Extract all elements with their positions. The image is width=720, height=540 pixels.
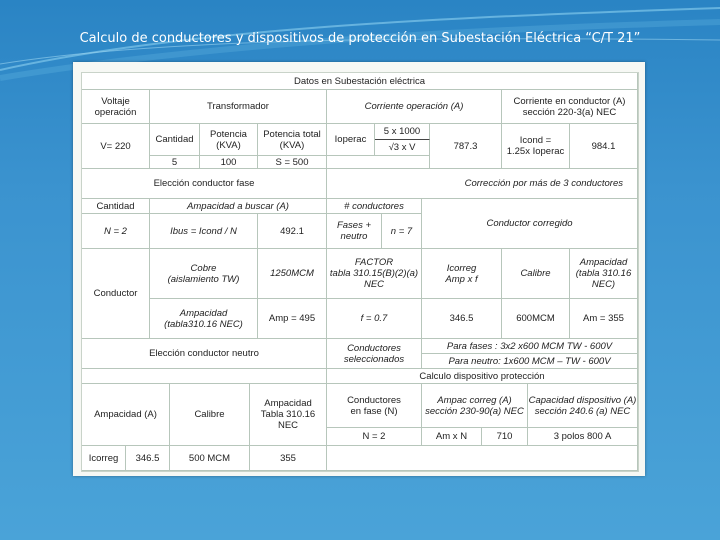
potencia-total-value: S = 500 <box>258 156 327 169</box>
eleccion-fase-label: Elección conductor fase <box>82 169 327 199</box>
formula-numerator: 5 x 1000 <box>375 124 430 140</box>
cobre-label: Cobre (aislamiento TW) <box>150 249 258 299</box>
voltaje-value: V= 220 <box>82 124 150 169</box>
voltaje-label: Voltaje operación <box>82 90 150 124</box>
ampacidad-tabla-label: Ampacidad (tabla 310.16 NEC) <box>570 249 638 299</box>
ampacidad-tabla-3: Ampacidad Tabla 310.16 NEC <box>250 384 327 446</box>
icond-value: 984.1 <box>570 124 638 169</box>
n7-value: n = 7 <box>382 214 422 249</box>
calibre-label-2: Calibre <box>170 384 250 446</box>
val-710: 710 <box>482 428 528 446</box>
f-value: f = 0.7 <box>327 299 422 339</box>
n2-value: N = 2 <box>327 428 422 446</box>
cantidad-label-2: Cantidad <box>82 199 150 214</box>
eleccion-neutro-label: Elección conductor neutro <box>82 339 327 369</box>
ampacidad-a-label: Ampacidad (A) <box>82 384 170 446</box>
corriente-operacion-label: Corriente operación (A) <box>327 90 502 124</box>
polos-value: 3 polos 800 A <box>528 428 638 446</box>
amp-495: Amp = 495 <box>258 299 327 339</box>
para-fases: Para fases : 3x2 x600 MCM TW - 600V <box>422 339 638 354</box>
ampacidad-tabla-2: Ampacidad (tabla310.16 NEC) <box>150 299 258 339</box>
ampacidad-buscar-label: Ampacidad a buscar (A) <box>150 199 327 214</box>
val-355: 355 <box>250 446 327 471</box>
ibus-formula: Ibus = Icond / N <box>150 214 258 249</box>
n-value: N = 2 <box>82 214 150 249</box>
am-355: Am = 355 <box>570 299 638 339</box>
ioperac-label: Ioperac <box>327 124 375 156</box>
potencia-total-label: Potencia total (KVA) <box>258 124 327 156</box>
ampac-correg-label: Ampac correg (A) sección 230-90(a) NEC <box>422 384 528 428</box>
cantidad-value: 5 <box>150 156 200 169</box>
capacidad-dispositivo-label: Capacidad dispositivo (A) sección 240.6 (a) NEC <box>528 384 638 428</box>
blank-cell-2 <box>82 369 327 384</box>
fases-neutro-label: Fases + neutro <box>327 214 382 249</box>
correccion-label: Corrección por más de 3 conductores <box>327 169 638 199</box>
table-image-frame <box>73 62 645 476</box>
conductor-table <box>81 72 639 472</box>
ibus-value: 492.1 <box>258 214 327 249</box>
table-header: Datos en Subestación eléctrica <box>82 73 638 90</box>
mcm-1250: 1250MCM <box>258 249 327 299</box>
para-neutro: Para neutro: 1x600 MCM – TW - 600V <box>422 354 638 369</box>
calculo-proteccion-label: Calculo dispositivo protección <box>327 369 638 384</box>
cantidad-label: Cantidad <box>150 124 200 156</box>
icorreg-value: 346.5 <box>422 299 502 339</box>
conductor-label: Conductor <box>82 249 150 339</box>
val-346-5: 346.5 <box>126 446 170 471</box>
potencia-label: Potencia (KVA) <box>200 124 258 156</box>
conductor-corregido-label: Conductor corregido <box>422 199 638 249</box>
potencia-value: 100 <box>200 156 258 169</box>
mcm-600: 600MCM <box>502 299 570 339</box>
icorreg-label: Icorreg Amp x f <box>422 249 502 299</box>
calibre-label: Calibre <box>502 249 570 299</box>
factor-label: FACTOR tabla 310.15(B)(2)(a) NEC <box>327 249 422 299</box>
blank-cell <box>327 156 430 169</box>
corriente-conductor-label: Corriente en conductor (A) sección 220-3(a) NEC <box>502 90 638 124</box>
mcm-500: 500 MCM <box>170 446 250 471</box>
icorreg-label-2: Icorreg <box>82 446 126 471</box>
transformador-label: Transformador <box>150 90 327 124</box>
slide-title: Calculo de conductores y dispositivos de protección en Subestación Eléctrica “C/T 21” <box>79 31 641 46</box>
num-conductores-label: # conductores <box>327 199 422 214</box>
icond-formula: Icond = 1.25x Ioperac <box>502 124 570 169</box>
ioperac-value: 787.3 <box>430 124 502 169</box>
conductores-seleccionados: Conductores seleccionados <box>327 339 422 369</box>
blank-cell-3 <box>327 446 638 471</box>
conductores-fase-label: Conductores en fase (N) <box>327 384 422 428</box>
formula-denominator: √3 x V <box>375 140 430 156</box>
am-x-n: Am x N <box>422 428 482 446</box>
